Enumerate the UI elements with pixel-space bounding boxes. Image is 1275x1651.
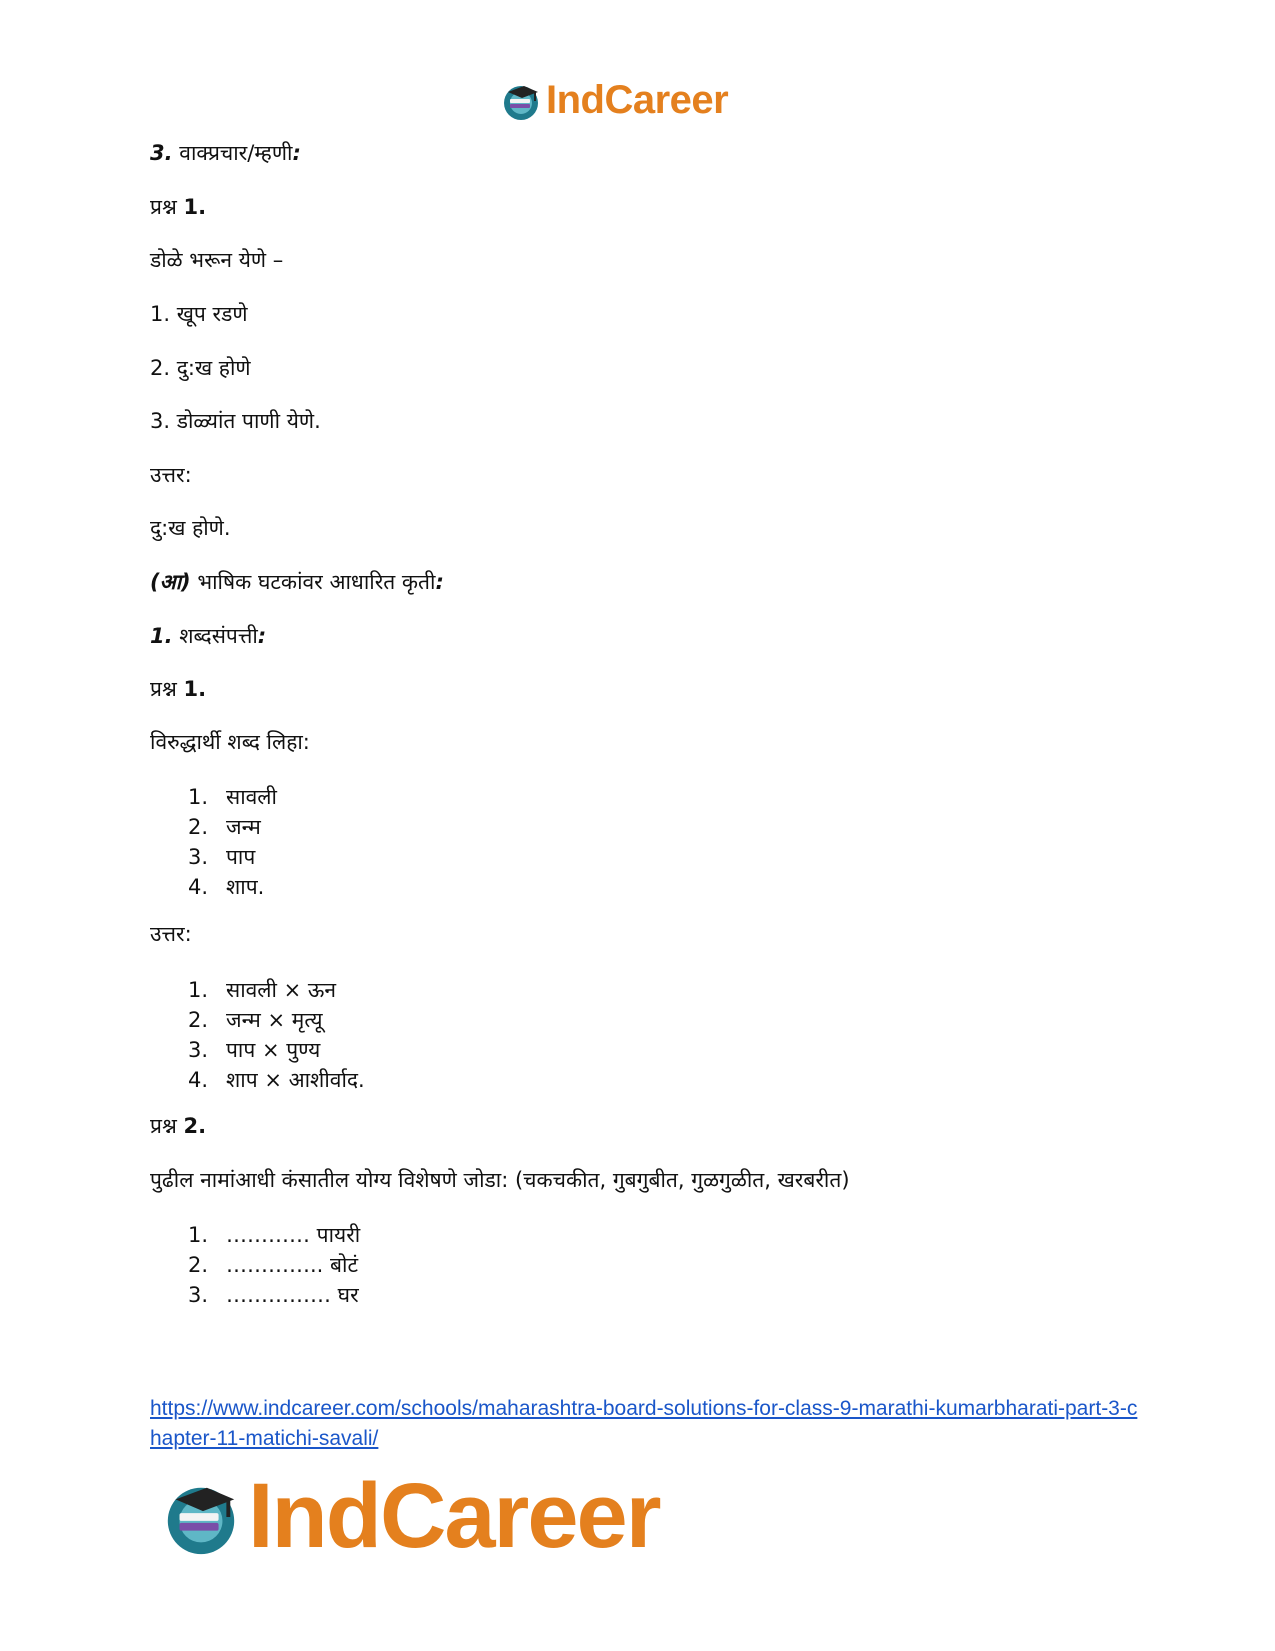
question-number: 1. <box>183 677 207 701</box>
list-item: 3. …………… घर <box>188 1283 359 1307</box>
brand-name: IndCareer <box>248 1465 660 1567</box>
list-item: 2. ………….. बोटं <box>188 1253 359 1277</box>
list-item: 1. सावली × ऊन <box>188 978 337 1002</box>
brand-name: IndCareer <box>546 78 729 122</box>
list-item: 1. सावली <box>188 785 277 809</box>
question-label <box>150 194 206 221</box>
graduation-globe-icon <box>500 80 542 122</box>
answer-label: उत्तर: <box>150 463 192 487</box>
subsection-number: 1. <box>150 624 173 648</box>
question-word: प्रश्न <box>150 1114 177 1138</box>
list-item: 3. पाप <box>188 845 256 869</box>
section-title: वाक्प्रचार/म्हणी <box>179 141 293 165</box>
option-3: 3. डोळ्यांत पाणी येणे. <box>150 409 321 433</box>
subsection-heading: 1. शब्दसंपत्ती: <box>150 624 267 648</box>
section-heading: (आ) भाषिक घटकांवर आधारित कृती: <box>150 570 444 594</box>
section-prefix: (आ) <box>150 570 191 594</box>
list-item: 2. जन्म <box>188 815 261 839</box>
list-item: 4. शाप × आशीर्वाद. <box>188 1068 365 1092</box>
graduation-globe-icon <box>160 1476 242 1558</box>
source-link[interactable]: https://www.indcareer.com/schools/maharashtra-board-solutions-for-class-9-marathi-kumarbharati-part-3-chapter-11-matichi-savali/ <box>150 1397 1138 1450</box>
option-1: 1. खूप रडणे <box>150 302 248 326</box>
section-heading: 3. वाक्प्रचार/म्हणी: <box>150 141 301 165</box>
fill-blank-list <box>188 1220 360 1310</box>
list-item: 2. जन्म × मृत्यू <box>188 1008 323 1032</box>
idiom-text: डोळे भरून येणे – <box>150 248 284 272</box>
list-item: 3. पाप × पुण्य <box>188 1038 321 1062</box>
brand-logo-top <box>500 78 728 123</box>
option-2: 2. दु:ख होणे <box>150 356 251 380</box>
subsection-title: शब्दसंपत्ती <box>179 624 258 648</box>
question-label <box>150 1113 206 1140</box>
question-word: प्रश्न <box>150 195 177 219</box>
question-number: 1. <box>183 195 207 219</box>
answer-label: उत्तर: <box>150 922 192 946</box>
answer-text: दु:ख होणे. <box>150 516 231 540</box>
list-item: 4. शाप. <box>188 875 265 899</box>
section-title: भाषिक घटकांवर आधारित कृती <box>197 570 436 594</box>
brand-logo-bottom <box>160 1464 660 1569</box>
list-item: 1. ………… पायरी <box>188 1223 361 1247</box>
question-label <box>150 676 206 703</box>
section-number: 3. <box>150 141 173 165</box>
instruction-text: विरुद्धार्थी शब्द लिहा: <box>150 730 310 754</box>
instruction-text: पुढील नामांआधी कंसातील योग्य विशेषणे जोडा: (चकचकीत, गुबगुबीत, गुळगुळीत, खरबरीत) <box>150 1168 850 1192</box>
antonym-word-list <box>188 782 277 902</box>
question-number: 2. <box>183 1114 207 1138</box>
antonym-answer-list <box>188 975 365 1095</box>
question-word: प्रश्न <box>150 677 177 701</box>
